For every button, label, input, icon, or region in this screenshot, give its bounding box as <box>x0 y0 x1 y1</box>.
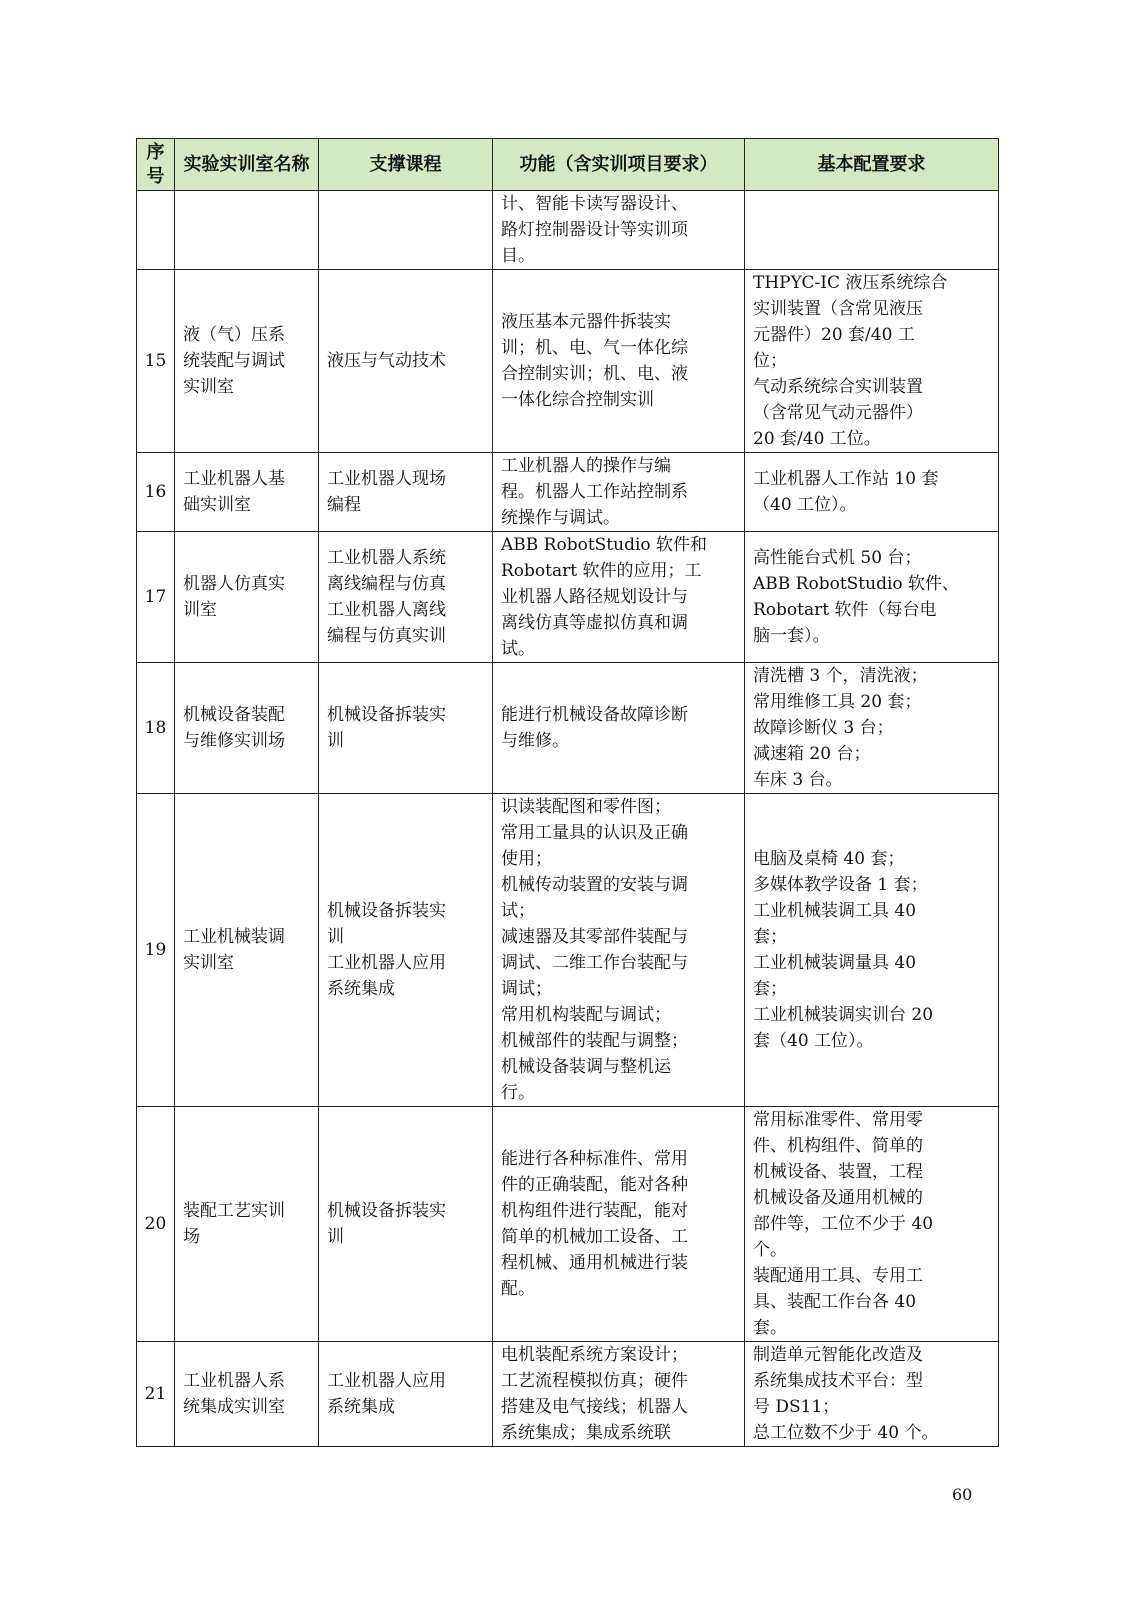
cell-course: 工业机器人系统 离线编程与仿真 工业机器人离线 编程与仿真实训 <box>319 532 493 663</box>
cell-config: THPYC-IC 液压系统综合 实训装置（含常见液压 元器件）20 套/40 工 位； 气动系统综合实训装置 （含常见气动元器件） 20 套/40 工位。 <box>745 270 999 453</box>
cell-no: 21 <box>137 1342 175 1447</box>
cell-room-name: 液（气）压系 统装配与调试 实训室 <box>175 270 319 453</box>
cell-function: 电机装配系统方案设计； 工艺流程模拟仿真；硬件 搭建及电气接线；机器人 系统集成；集成系统联 <box>493 1342 745 1447</box>
cell-room-name: 装配工艺实训 场 <box>175 1107 319 1342</box>
cell-no <box>137 191 175 270</box>
cell-function: ABB RobotStudio 软件和 Robotart 软件的应用；工 业机器人路径规划设计与 离线仿真等虚拟仿真和调 试。 <box>493 532 745 663</box>
cell-function: 计、智能卡读写器设计、 路灯控制器设计等实训项 目。 <box>493 191 745 270</box>
header-no: 序号 <box>137 139 175 191</box>
cell-course: 机械设备拆装实 训 工业机器人应用 系统集成 <box>319 794 493 1107</box>
table-row <box>137 1107 999 1342</box>
cell-no: 17 <box>137 532 175 663</box>
page-number: 60 <box>952 1485 973 1504</box>
header-function: 功能（含实训项目要求） <box>493 139 745 191</box>
table-row <box>137 270 999 453</box>
cell-config: 电脑及桌椅 40 套； 多媒体教学设备 1 套； 工业机械装调工具 40 套； 工业机械装调量具 40 套； 工业机械装调实训台 20 套（40 工位）。 <box>745 794 999 1107</box>
header-course: 支撑课程 <box>319 139 493 191</box>
cell-no: 16 <box>137 453 175 532</box>
cell-course: 机械设备拆装实 训 <box>319 1107 493 1342</box>
cell-config: 常用标准零件、常用零 件、机构组件、简单的 机械设备、装置，工程 机械设备及通用机械的 部件等，工位不少于 40 个。 装配通用工具、专用工 具、装配工作台各 40 套。 <box>745 1107 999 1342</box>
cell-config <box>745 191 999 270</box>
cell-config: 制造单元智能化改造及 系统集成技术平台：型 号 DS11； 总工位数不少于 40 个。 <box>745 1342 999 1447</box>
cell-room-name: 机器人仿真实 训室 <box>175 532 319 663</box>
cell-room-name <box>175 191 319 270</box>
cell-no: 18 <box>137 663 175 794</box>
lab-requirements-table <box>136 138 999 1447</box>
table-row <box>137 453 999 532</box>
cell-config: 工业机器人工作站 10 套 （40 工位）。 <box>745 453 999 532</box>
table-row <box>137 663 999 794</box>
cell-room-name: 工业机器人系 统集成实训室 <box>175 1342 319 1447</box>
cell-function: 能进行机械设备故障诊断 与维修。 <box>493 663 745 794</box>
cell-room-name: 工业机械装调 实训室 <box>175 794 319 1107</box>
cell-no: 15 <box>137 270 175 453</box>
cell-room-name: 工业机器人基 础实训室 <box>175 453 319 532</box>
table-row <box>137 532 999 663</box>
cell-no: 20 <box>137 1107 175 1342</box>
cell-course: 工业机器人应用 系统集成 <box>319 1342 493 1447</box>
cell-function: 液压基本元器件拆装实 训；机、电、气一体化综 合控制实训；机、电、液 一体化综合控制实训 <box>493 270 745 453</box>
cell-function: 工业机器人的操作与编 程。机器人工作站控制系 统操作与调试。 <box>493 453 745 532</box>
cell-no: 19 <box>137 794 175 1107</box>
cell-config: 清洗槽 3 个，清洗液； 常用维修工具 20 套； 故障诊断仪 3 台； 减速箱 20 台； 车床 3 台。 <box>745 663 999 794</box>
cell-config: 高性能台式机 50 台； ABB RobotStudio 软件、 Robotart 软件（每台电 脑一套）。 <box>745 532 999 663</box>
cell-course: 机械设备拆装实 训 <box>319 663 493 794</box>
table-row <box>137 1342 999 1447</box>
cell-course: 工业机器人现场 编程 <box>319 453 493 532</box>
cell-room-name: 机械设备装配 与维修实训场 <box>175 663 319 794</box>
cell-function: 能进行各种标准件、常用 件的正确装配，能对各种 机构组件进行装配，能对 简单的机械加工设备、工 程机械、通用机械进行装 配。 <box>493 1107 745 1342</box>
header-room-name: 实验实训室名称 <box>175 139 319 191</box>
cell-function: 识读装配图和零件图； 常用工量具的认识及正确 使用； 机械传动装置的安装与调 试； 减速器及其零部件装配与 调试、二维工作台装配与 调试； 常用机构装配与调试； 机械部件的装配与调整； 机械设备装调与整机运 行。 <box>493 794 745 1107</box>
header-config: 基本配置要求 <box>745 139 999 191</box>
table-row <box>137 794 999 1107</box>
cell-course <box>319 191 493 270</box>
cell-course: 液压与气动技术 <box>319 270 493 453</box>
table-header-row <box>137 139 999 191</box>
table-row <box>137 191 999 270</box>
